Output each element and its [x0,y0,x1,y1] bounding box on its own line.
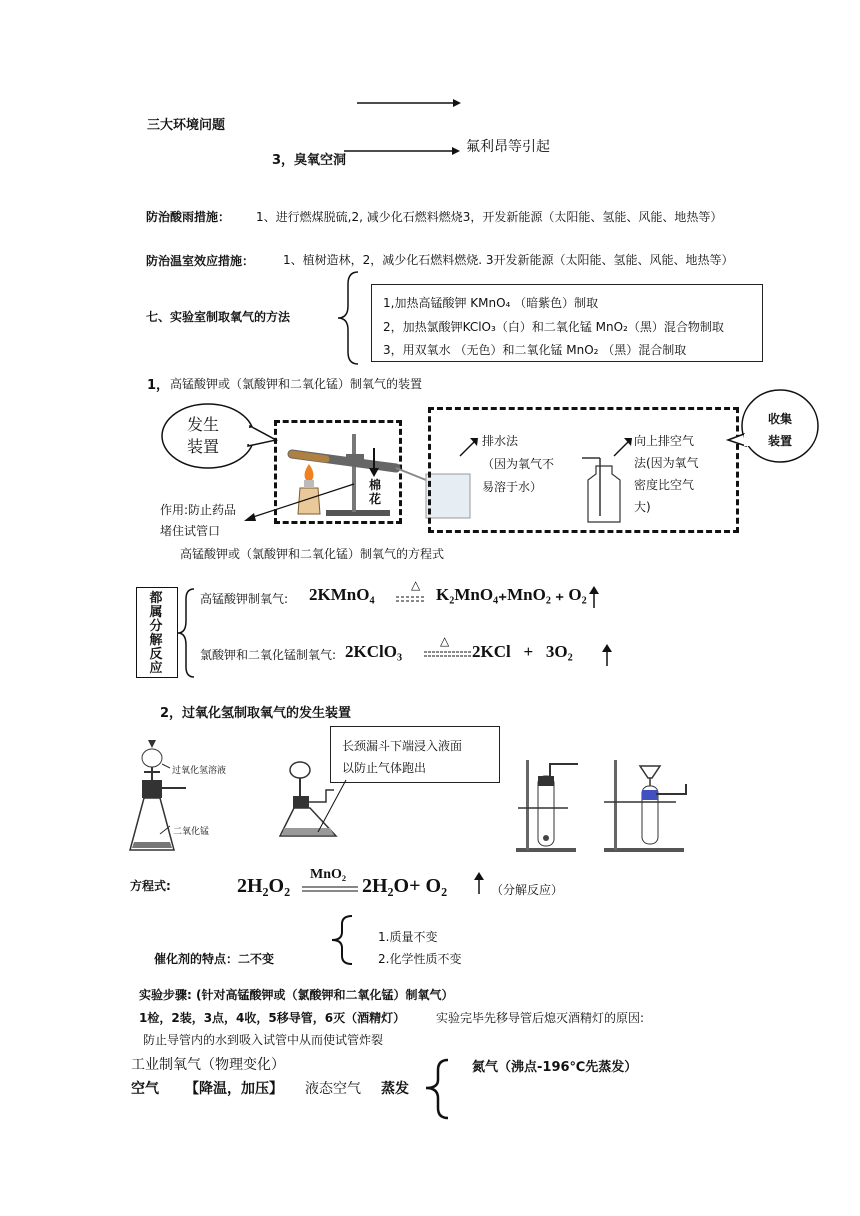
catalyst-point-2: 2.化学性质不变 [378,952,462,966]
flask-label-bottom: 二氧化锰 [173,827,210,837]
arrow-ozone [342,144,462,158]
arrow-top [355,96,465,110]
catalyst-label: 催化剂的特点：二不变 [154,952,275,966]
acid-rain-text: 1、进行燃煤脱硫,2, 减少化石燃料燃烧3，开发新能源（太阳能、氢能、风能、地热等） [256,210,723,224]
gen-bubble-text: 发生 装置 [187,415,220,456]
industrial-evap: 蒸发 [381,1081,409,1097]
lab-oxygen-heading: 七、实验室制取氧气的方法 [146,310,291,324]
env-title: 三大环境问题 [147,118,226,133]
upward-method-arrow [610,436,634,460]
steps-title: 实验步骤: (针对高锰酸钾或（氯酸钾和二氧化锰）制氧气） [139,988,454,1002]
water-method-arrow [456,436,480,460]
gen-bubble-shape [160,402,280,472]
r1-lhs: 2KMnO₄ [309,585,375,604]
industrial-air: 空气 [131,1081,159,1097]
method-2: 2，加热氯酸钾KClO₃（白）和二氧化锰 MnO₂（黑）混合物制取 [383,320,724,334]
funnel-test-tube-stand [600,756,700,856]
h2o2-heading: 2，过氧化氢制取氧气的发生装置 [160,706,352,721]
industrial-nitrogen: 氮气（沸点-196℃先蒸发） [472,1060,638,1075]
r1-gas-arrow [588,586,600,610]
ozone-cause: 氟利昂等引起 [466,139,550,155]
eq-equals [302,884,362,894]
industrial-process: 【降温，加压】 [185,1081,283,1097]
acid-rain-label: 防治酸雨措施： [146,210,231,224]
r2-rhs: 2KCl + 3O₂ [472,642,573,661]
method-1: 1,加热高锰酸钾 KMnO₄ （暗紫色）制取 [383,296,599,310]
upward-method-text: 向上排空气 法(因为氧气 密度比空气 大) [634,434,699,514]
brace-catalyst [330,914,356,966]
decomposition-label: 都 属 分 解 反 应 [149,591,163,676]
industrial-liquid: 液态空气 [305,1081,361,1097]
greenhouse-label: 防治温室效应措施： [146,254,255,268]
r1-label: 高锰酸钾制氧气: [200,592,289,606]
ozone-label: 3，臭氧空洞 [272,153,347,168]
funnel-note-pointer [312,780,362,836]
r2-equals [424,649,474,659]
funnel-note-box [330,726,500,783]
industrial-title: 工业制氧气（物理变化） [131,1057,285,1073]
eq-catalyst: MnO₂ [310,867,347,882]
eq-note: （分解反应） [491,883,564,897]
r2-label: 氯酸钾和二氧化锰制氧气: [200,648,337,662]
methods-box [371,284,763,362]
apparatus1-heading: 高锰酸钾或（氯酸钾和二氧化锰）制氧气的装置 [170,377,423,391]
r1-equals [396,594,430,604]
purpose-arrow [240,480,360,524]
eq-rhs: 2H₂O+ O₂ [362,875,448,897]
eq-label: 方程式: [130,879,171,893]
funnel-note-text: 长颈漏斗下端浸入液面 以防止气体跑出 [342,739,463,775]
cotton-arrow [367,448,381,478]
brace-reactions [176,587,198,679]
r1-condition: △ [411,578,421,592]
r1-rhs: K₂MnO₄₊MnO₂ ₊ O₂ [436,585,587,604]
steps-list: 1检，2装，3点，4收，5移导管，6灭（酒精灯） [139,1011,406,1025]
brace-industrial [422,1058,452,1120]
flask-label-top: 过氧化氢溶液 [172,766,227,776]
cotton-label: 棉 花 [369,478,382,506]
method-3: 3，用双氧水 （无色）和二氧化锰 MnO₂ （黑）混合制取 [383,343,687,357]
apparatus1-num: 1， [147,378,170,393]
purpose-text: 作用:防止药品 堵住试管口 [160,503,237,538]
water-method-text: 排水法 （因为氧气不 易溶于水） [482,434,555,494]
separatory-funnel-flask [126,738,286,860]
collect-bubble-text: 收集 装置 [768,412,793,448]
steps-question: 实验完毕先移导管后熄灭酒精灯的原因: [436,1011,645,1025]
equation-heading: 高锰酸钾或（氯酸钾和二氧化锰）制氧气的方程式 [180,547,445,561]
r2-gas-arrow [601,644,613,668]
brace-methods [336,270,362,366]
test-tube-stand [508,756,588,856]
r2-condition: △ [440,634,450,648]
steps-answer: 防止导管内的水到吸入试管中从而使试管炸裂 [143,1033,384,1047]
eq-gas-arrow [473,872,485,896]
greenhouse-text: 1、植树造林，2，减少化石燃料燃烧. 3开发新能源（太阳能、氢能、风能、地热等） [283,253,734,267]
gas-bottle-illustration [578,458,638,526]
eq-lhs: 2H₂O₂ [237,875,291,897]
catalyst-point-1: 1.质量不变 [378,930,438,944]
r2-lhs: 2KClO₃ [345,642,403,661]
